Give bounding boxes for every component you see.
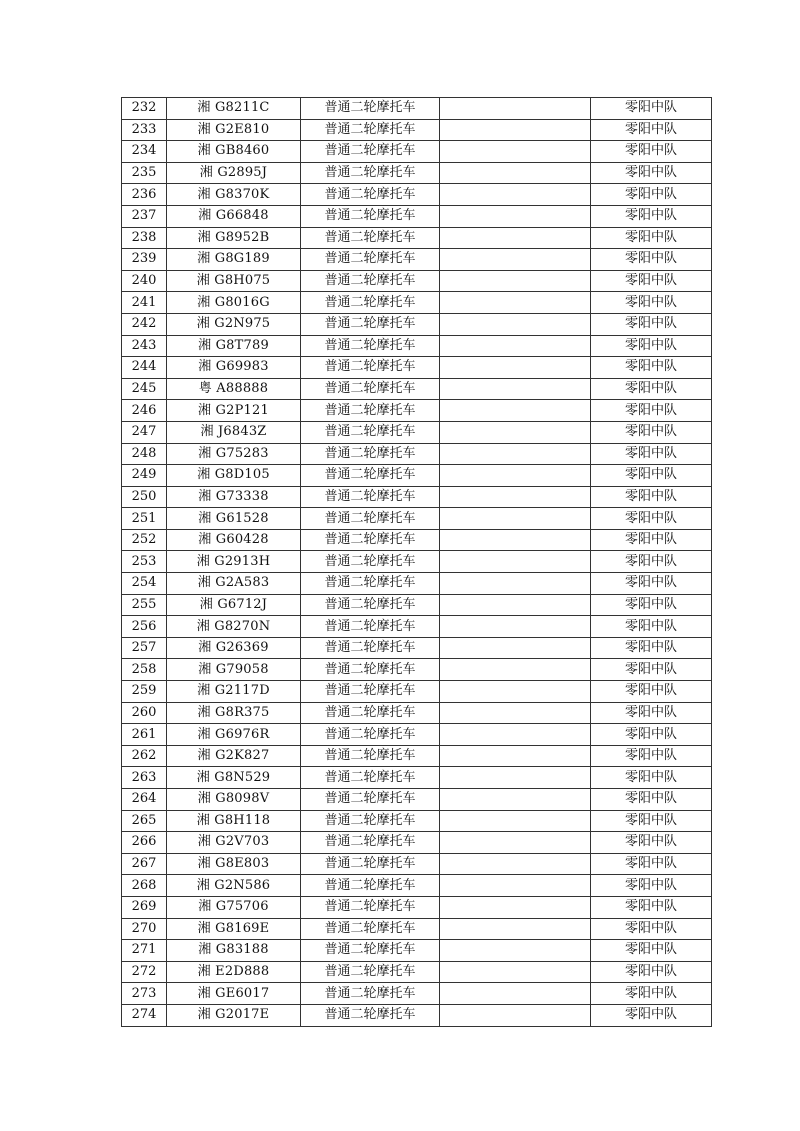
- cell-blank: [440, 443, 591, 465]
- cell-vehicle-type: 普通二轮摩托车: [301, 400, 440, 422]
- table-row: [122, 551, 712, 573]
- cell-plate: 湘 G8H075: [167, 270, 301, 292]
- cell-unit: 零阳中队: [591, 551, 712, 573]
- cell-unit: 零阳中队: [591, 810, 712, 832]
- cell-index: 273: [122, 983, 167, 1005]
- cell-plate: 湘 G2P121: [167, 400, 301, 422]
- cell-unit: 零阳中队: [591, 443, 712, 465]
- table-row: [122, 141, 712, 163]
- cell-plate: 湘 G73338: [167, 486, 301, 508]
- cell-unit: 零阳中队: [591, 1004, 712, 1026]
- cell-index: 246: [122, 400, 167, 422]
- cell-vehicle-type: 普通二轮摩托车: [301, 940, 440, 962]
- cell-blank: [440, 681, 591, 703]
- cell-unit: 零阳中队: [591, 594, 712, 616]
- cell-index: 239: [122, 249, 167, 271]
- table-row: [122, 443, 712, 465]
- cell-index: 261: [122, 724, 167, 746]
- cell-plate: 湘 G8N529: [167, 767, 301, 789]
- cell-vehicle-type: 普通二轮摩托车: [301, 616, 440, 638]
- cell-blank: [440, 616, 591, 638]
- cell-plate: 粤 A88888: [167, 378, 301, 400]
- cell-unit: 零阳中队: [591, 205, 712, 227]
- cell-plate: 湘 G2017E: [167, 1004, 301, 1026]
- cell-unit: 零阳中队: [591, 249, 712, 271]
- cell-blank: [440, 400, 591, 422]
- cell-vehicle-type: 普通二轮摩托车: [301, 227, 440, 249]
- table-row: [122, 940, 712, 962]
- cell-unit: 零阳中队: [591, 875, 712, 897]
- table-row: [122, 270, 712, 292]
- table-row: [122, 745, 712, 767]
- cell-unit: 零阳中队: [591, 421, 712, 443]
- cell-unit: 零阳中队: [591, 637, 712, 659]
- cell-blank: [440, 918, 591, 940]
- cell-index: 242: [122, 313, 167, 335]
- cell-unit: 零阳中队: [591, 616, 712, 638]
- cell-plate: 湘 G8169E: [167, 918, 301, 940]
- cell-blank: [440, 486, 591, 508]
- cell-blank: [440, 205, 591, 227]
- cell-vehicle-type: 普通二轮摩托车: [301, 508, 440, 530]
- cell-index: 268: [122, 875, 167, 897]
- cell-vehicle-type: 普通二轮摩托车: [301, 789, 440, 811]
- cell-index: 259: [122, 681, 167, 703]
- cell-vehicle-type: 普通二轮摩托车: [301, 724, 440, 746]
- table-row: [122, 637, 712, 659]
- cell-plate: 湘 G8H118: [167, 810, 301, 832]
- cell-blank: [440, 313, 591, 335]
- cell-blank: [440, 162, 591, 184]
- cell-index: 233: [122, 119, 167, 141]
- cell-vehicle-type: 普通二轮摩托车: [301, 378, 440, 400]
- cell-index: 253: [122, 551, 167, 573]
- cell-plate: 湘 G8016G: [167, 292, 301, 314]
- cell-plate: 湘 G6976R: [167, 724, 301, 746]
- table-row: [122, 378, 712, 400]
- cell-blank: [440, 594, 591, 616]
- cell-plate: 湘 G2E810: [167, 119, 301, 141]
- cell-unit: 零阳中队: [591, 270, 712, 292]
- cell-plate: 湘 G6712J: [167, 594, 301, 616]
- cell-plate: 湘 G26369: [167, 637, 301, 659]
- cell-unit: 零阳中队: [591, 98, 712, 120]
- cell-plate: 湘 G66848: [167, 205, 301, 227]
- cell-plate: 湘 G2117D: [167, 681, 301, 703]
- cell-plate: 湘 G8270N: [167, 616, 301, 638]
- cell-blank: [440, 270, 591, 292]
- cell-vehicle-type: 普通二轮摩托车: [301, 529, 440, 551]
- cell-blank: [440, 529, 591, 551]
- cell-unit: 零阳中队: [591, 681, 712, 703]
- table-row: [122, 529, 712, 551]
- table-row: [122, 1004, 712, 1026]
- cell-index: 235: [122, 162, 167, 184]
- cell-unit: 零阳中队: [591, 378, 712, 400]
- cell-plate: 湘 J6843Z: [167, 421, 301, 443]
- cell-blank: [440, 421, 591, 443]
- vehicle-records-table: [121, 97, 712, 1027]
- cell-blank: [440, 141, 591, 163]
- cell-unit: 零阳中队: [591, 940, 712, 962]
- cell-vehicle-type: 普通二轮摩托车: [301, 1004, 440, 1026]
- cell-index: 271: [122, 940, 167, 962]
- cell-blank: [440, 357, 591, 379]
- cell-plate: 湘 GE6017: [167, 983, 301, 1005]
- cell-blank: [440, 637, 591, 659]
- table-row: [122, 789, 712, 811]
- cell-vehicle-type: 普通二轮摩托车: [301, 486, 440, 508]
- cell-plate: 湘 G8G189: [167, 249, 301, 271]
- cell-unit: 零阳中队: [591, 292, 712, 314]
- cell-plate: 湘 G8D105: [167, 465, 301, 487]
- cell-blank: [440, 184, 591, 206]
- table-row: [122, 313, 712, 335]
- cell-vehicle-type: 普通二轮摩托车: [301, 961, 440, 983]
- cell-blank: [440, 789, 591, 811]
- cell-vehicle-type: 普通二轮摩托车: [301, 659, 440, 681]
- cell-plate: 湘 G8370K: [167, 184, 301, 206]
- cell-unit: 零阳中队: [591, 529, 712, 551]
- cell-blank: [440, 983, 591, 1005]
- cell-vehicle-type: 普通二轮摩托车: [301, 853, 440, 875]
- cell-unit: 零阳中队: [591, 184, 712, 206]
- cell-vehicle-type: 普通二轮摩托车: [301, 832, 440, 854]
- cell-unit: 零阳中队: [591, 853, 712, 875]
- cell-vehicle-type: 普通二轮摩托车: [301, 875, 440, 897]
- cell-unit: 零阳中队: [591, 659, 712, 681]
- cell-vehicle-type: 普通二轮摩托车: [301, 465, 440, 487]
- cell-index: 254: [122, 573, 167, 595]
- cell-unit: 零阳中队: [591, 465, 712, 487]
- cell-blank: [440, 961, 591, 983]
- cell-index: 238: [122, 227, 167, 249]
- cell-vehicle-type: 普通二轮摩托车: [301, 292, 440, 314]
- cell-vehicle-type: 普通二轮摩托车: [301, 745, 440, 767]
- cell-index: 266: [122, 832, 167, 854]
- cell-blank: [440, 249, 591, 271]
- cell-blank: [440, 810, 591, 832]
- cell-index: 244: [122, 357, 167, 379]
- cell-index: 240: [122, 270, 167, 292]
- cell-index: 245: [122, 378, 167, 400]
- cell-index: 255: [122, 594, 167, 616]
- table-row: [122, 983, 712, 1005]
- cell-vehicle-type: 普通二轮摩托车: [301, 918, 440, 940]
- cell-index: 262: [122, 745, 167, 767]
- cell-blank: [440, 702, 591, 724]
- cell-index: 247: [122, 421, 167, 443]
- table-row: [122, 184, 712, 206]
- table-row: [122, 659, 712, 681]
- cell-vehicle-type: 普通二轮摩托车: [301, 335, 440, 357]
- cell-blank: [440, 573, 591, 595]
- table-row: [122, 249, 712, 271]
- cell-blank: [440, 940, 591, 962]
- cell-unit: 零阳中队: [591, 119, 712, 141]
- cell-blank: [440, 119, 591, 141]
- cell-unit: 零阳中队: [591, 573, 712, 595]
- table-row: [122, 961, 712, 983]
- table-body: [122, 98, 712, 1027]
- cell-unit: 零阳中队: [591, 767, 712, 789]
- cell-vehicle-type: 普通二轮摩托车: [301, 983, 440, 1005]
- table-row: [122, 400, 712, 422]
- cell-vehicle-type: 普通二轮摩托车: [301, 184, 440, 206]
- cell-blank: [440, 853, 591, 875]
- cell-index: 267: [122, 853, 167, 875]
- cell-blank: [440, 724, 591, 746]
- table-row: [122, 162, 712, 184]
- cell-plate: 湘 G2A583: [167, 573, 301, 595]
- cell-vehicle-type: 普通二轮摩托车: [301, 249, 440, 271]
- cell-index: 272: [122, 961, 167, 983]
- table-row: [122, 810, 712, 832]
- cell-plate: 湘 G83188: [167, 940, 301, 962]
- cell-plate: 湘 G61528: [167, 508, 301, 530]
- table-row: [122, 832, 712, 854]
- cell-index: 270: [122, 918, 167, 940]
- cell-unit: 零阳中队: [591, 961, 712, 983]
- cell-unit: 零阳中队: [591, 335, 712, 357]
- cell-plate: 湘 G2913H: [167, 551, 301, 573]
- cell-blank: [440, 227, 591, 249]
- cell-plate: 湘 G79058: [167, 659, 301, 681]
- table-row: [122, 486, 712, 508]
- table-row: [122, 616, 712, 638]
- cell-index: 260: [122, 702, 167, 724]
- cell-unit: 零阳中队: [591, 983, 712, 1005]
- cell-plate: 湘 G8211C: [167, 98, 301, 120]
- cell-vehicle-type: 普通二轮摩托车: [301, 205, 440, 227]
- cell-vehicle-type: 普通二轮摩托车: [301, 270, 440, 292]
- cell-plate: 湘 G2N586: [167, 875, 301, 897]
- cell-vehicle-type: 普通二轮摩托车: [301, 162, 440, 184]
- cell-vehicle-type: 普通二轮摩托车: [301, 767, 440, 789]
- cell-unit: 零阳中队: [591, 789, 712, 811]
- cell-unit: 零阳中队: [591, 896, 712, 918]
- table-row: [122, 681, 712, 703]
- cell-plate: 湘 G2895J: [167, 162, 301, 184]
- cell-vehicle-type: 普通二轮摩托车: [301, 896, 440, 918]
- cell-blank: [440, 1004, 591, 1026]
- cell-blank: [440, 551, 591, 573]
- cell-blank: [440, 465, 591, 487]
- table-row: [122, 292, 712, 314]
- cell-plate: 湘 G8R375: [167, 702, 301, 724]
- cell-vehicle-type: 普通二轮摩托车: [301, 681, 440, 703]
- cell-vehicle-type: 普通二轮摩托车: [301, 551, 440, 573]
- cell-index: 236: [122, 184, 167, 206]
- table-row: [122, 573, 712, 595]
- table-row: [122, 594, 712, 616]
- cell-index: 252: [122, 529, 167, 551]
- cell-blank: [440, 896, 591, 918]
- cell-vehicle-type: 普通二轮摩托车: [301, 594, 440, 616]
- cell-vehicle-type: 普通二轮摩托车: [301, 443, 440, 465]
- table-row: [122, 98, 712, 120]
- cell-unit: 零阳中队: [591, 141, 712, 163]
- cell-unit: 零阳中队: [591, 724, 712, 746]
- cell-plate: 湘 G2N975: [167, 313, 301, 335]
- table-row: [122, 119, 712, 141]
- cell-vehicle-type: 普通二轮摩托车: [301, 702, 440, 724]
- cell-plate: 湘 G2K827: [167, 745, 301, 767]
- cell-plate: 湘 G8E803: [167, 853, 301, 875]
- cell-index: 274: [122, 1004, 167, 1026]
- cell-vehicle-type: 普通二轮摩托车: [301, 313, 440, 335]
- cell-vehicle-type: 普通二轮摩托车: [301, 119, 440, 141]
- cell-vehicle-type: 普通二轮摩托车: [301, 810, 440, 832]
- cell-index: 256: [122, 616, 167, 638]
- cell-index: 264: [122, 789, 167, 811]
- cell-blank: [440, 508, 591, 530]
- cell-vehicle-type: 普通二轮摩托车: [301, 637, 440, 659]
- cell-vehicle-type: 普通二轮摩托车: [301, 357, 440, 379]
- cell-index: 249: [122, 465, 167, 487]
- table-row: [122, 853, 712, 875]
- cell-unit: 零阳中队: [591, 400, 712, 422]
- table-row: [122, 421, 712, 443]
- table-row: [122, 205, 712, 227]
- cell-unit: 零阳中队: [591, 227, 712, 249]
- cell-blank: [440, 767, 591, 789]
- cell-unit: 零阳中队: [591, 918, 712, 940]
- cell-unit: 零阳中队: [591, 832, 712, 854]
- cell-vehicle-type: 普通二轮摩托车: [301, 98, 440, 120]
- table-row: [122, 508, 712, 530]
- table-row: [122, 918, 712, 940]
- cell-plate: 湘 G8952B: [167, 227, 301, 249]
- table-row: [122, 724, 712, 746]
- cell-blank: [440, 745, 591, 767]
- cell-unit: 零阳中队: [591, 313, 712, 335]
- table-row: [122, 767, 712, 789]
- cell-unit: 零阳中队: [591, 162, 712, 184]
- cell-index: 257: [122, 637, 167, 659]
- table-row: [122, 357, 712, 379]
- cell-plate: 湘 G69983: [167, 357, 301, 379]
- cell-plate: 湘 G75283: [167, 443, 301, 465]
- cell-blank: [440, 98, 591, 120]
- cell-index: 234: [122, 141, 167, 163]
- cell-blank: [440, 335, 591, 357]
- cell-blank: [440, 659, 591, 681]
- cell-vehicle-type: 普通二轮摩托车: [301, 421, 440, 443]
- cell-unit: 零阳中队: [591, 508, 712, 530]
- cell-index: 241: [122, 292, 167, 314]
- table-row: [122, 335, 712, 357]
- cell-index: 269: [122, 896, 167, 918]
- cell-blank: [440, 378, 591, 400]
- table-row: [122, 465, 712, 487]
- cell-plate: 湘 G8098V: [167, 789, 301, 811]
- cell-index: 258: [122, 659, 167, 681]
- cell-index: 232: [122, 98, 167, 120]
- table-row: [122, 875, 712, 897]
- cell-plate: 湘 G60428: [167, 529, 301, 551]
- cell-plate: 湘 G8T789: [167, 335, 301, 357]
- table-row: [122, 896, 712, 918]
- cell-plate: 湘 G2V703: [167, 832, 301, 854]
- cell-unit: 零阳中队: [591, 357, 712, 379]
- cell-unit: 零阳中队: [591, 702, 712, 724]
- cell-vehicle-type: 普通二轮摩托车: [301, 141, 440, 163]
- cell-plate: 湘 E2D888: [167, 961, 301, 983]
- cell-index: 265: [122, 810, 167, 832]
- cell-index: 250: [122, 486, 167, 508]
- table-row: [122, 227, 712, 249]
- cell-blank: [440, 875, 591, 897]
- cell-plate: 湘 G75706: [167, 896, 301, 918]
- cell-unit: 零阳中队: [591, 486, 712, 508]
- cell-blank: [440, 832, 591, 854]
- cell-blank: [440, 292, 591, 314]
- cell-unit: 零阳中队: [591, 745, 712, 767]
- cell-index: 243: [122, 335, 167, 357]
- cell-index: 248: [122, 443, 167, 465]
- cell-index: 237: [122, 205, 167, 227]
- cell-vehicle-type: 普通二轮摩托车: [301, 573, 440, 595]
- cell-index: 263: [122, 767, 167, 789]
- cell-index: 251: [122, 508, 167, 530]
- table-row: [122, 702, 712, 724]
- cell-plate: 湘 GB8460: [167, 141, 301, 163]
